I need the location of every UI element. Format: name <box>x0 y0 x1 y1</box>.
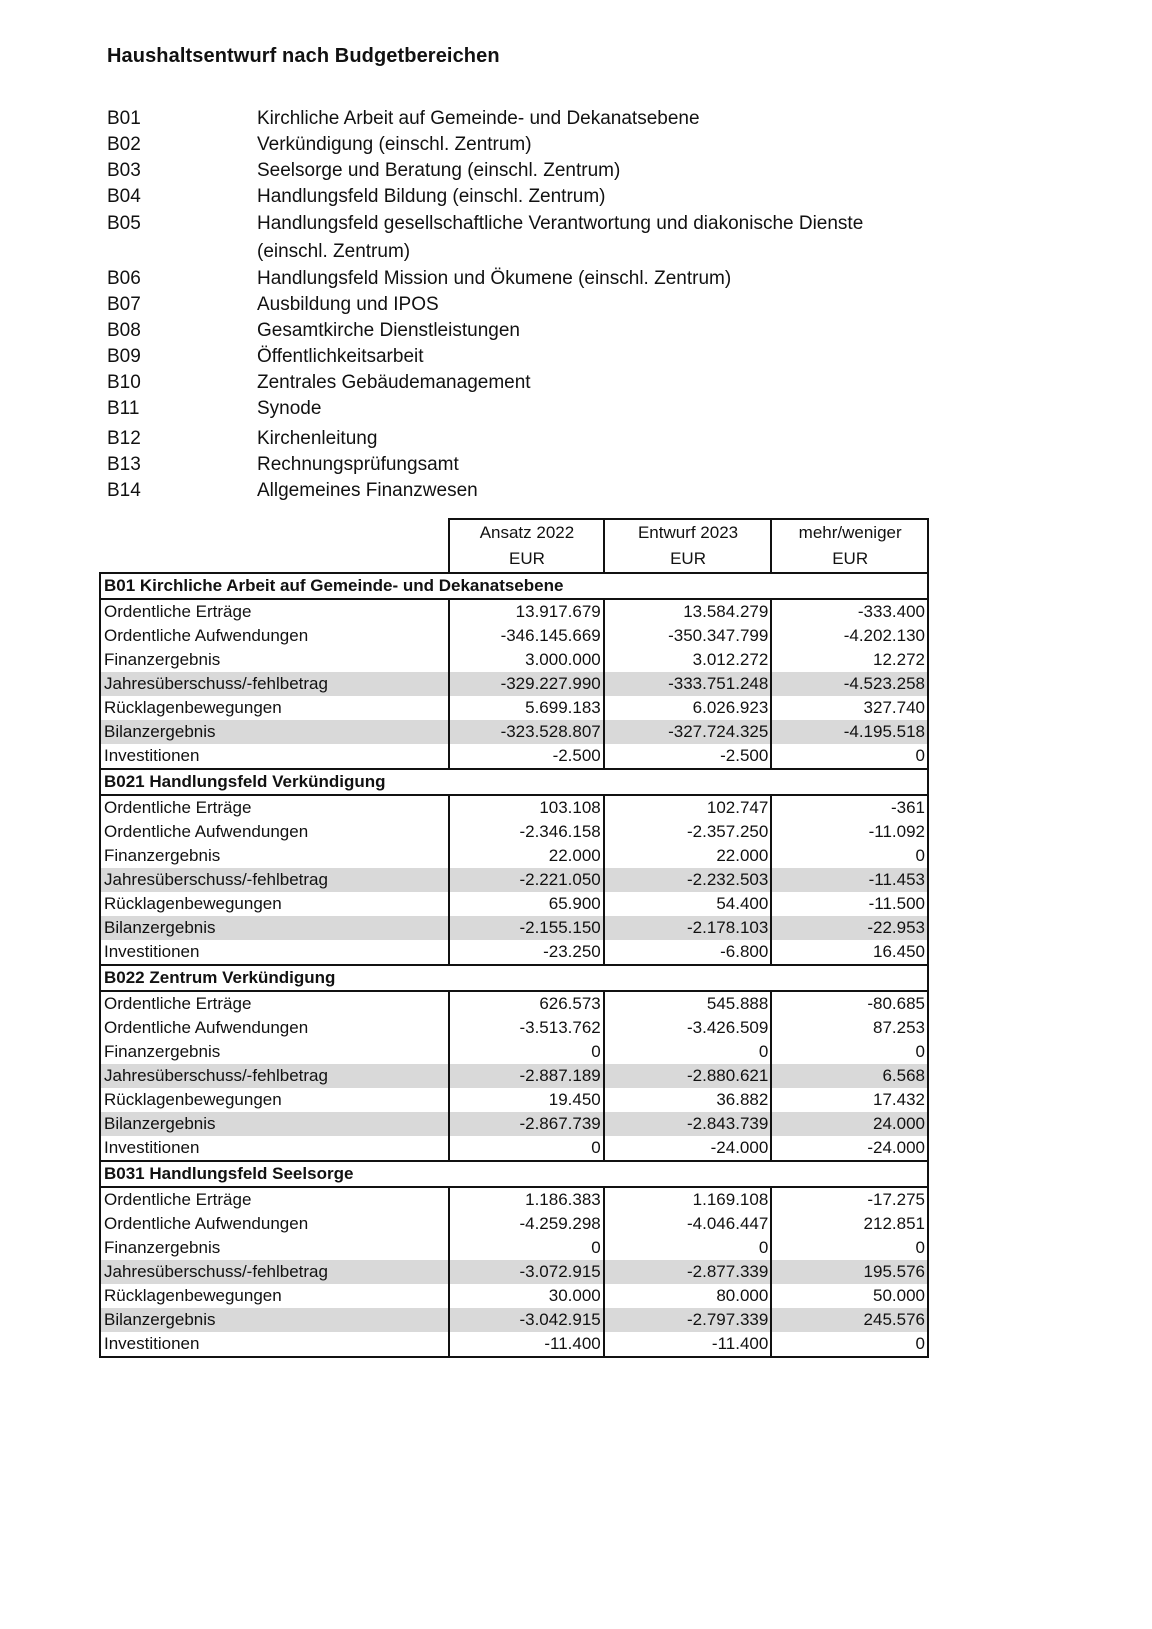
row-label: Ordentliche Aufwendungen <box>100 1212 449 1236</box>
column-header: mehr/weniger <box>771 519 928 546</box>
table-row <box>100 1260 928 1284</box>
value-ansatz-2022: 0 <box>449 1236 604 1260</box>
legend-row-b03 <box>107 158 1007 184</box>
table-row <box>100 820 928 844</box>
value-ansatz-2022: -2.887.189 <box>449 1064 604 1088</box>
value-ansatz-2022: -11.400 <box>449 1332 604 1357</box>
value-entwurf-2023: -2.880.621 <box>604 1064 772 1088</box>
budget-area-legend <box>107 106 1007 504</box>
legend-code: B04 <box>107 186 141 207</box>
table-row <box>100 1332 928 1357</box>
row-label: Rücklagenbewegungen <box>100 696 449 720</box>
legend-row-b02 <box>107 132 1007 158</box>
table-row <box>100 1284 928 1308</box>
section-header-row <box>100 769 928 795</box>
table-row <box>100 1016 928 1040</box>
budget-table-body <box>100 519 928 1357</box>
legend-description-line1: Handlungsfeld gesellschaftliche Verantwortung und diakonische Dienste <box>257 213 864 234</box>
value-entwurf-2023: 22.000 <box>604 844 772 868</box>
table-row <box>100 624 928 648</box>
table-row <box>100 1187 928 1212</box>
value-entwurf-2023: -24.000 <box>604 1136 772 1161</box>
value-mehr-weniger: 6.568 <box>771 1064 928 1088</box>
legend-description: Kirchliche Arbeit auf Gemeinde- und Dekanatsebene <box>257 108 700 129</box>
column-unit: EUR <box>771 546 928 573</box>
value-entwurf-2023: 1.169.108 <box>604 1187 772 1212</box>
value-ansatz-2022: 0 <box>449 1136 604 1161</box>
legend-description: Synode <box>257 398 322 419</box>
value-entwurf-2023: -350.347.799 <box>604 624 772 648</box>
row-label: Bilanzergebnis <box>100 720 449 744</box>
value-ansatz-2022: 103.108 <box>449 795 604 820</box>
table-row <box>100 599 928 624</box>
legend-description-line2: (einschl. Zentrum) <box>257 241 411 262</box>
legend-code: B09 <box>107 346 141 367</box>
row-label: Bilanzergebnis <box>100 1308 449 1332</box>
value-entwurf-2023: 6.026.923 <box>604 696 772 720</box>
header-blank-cell <box>100 546 449 573</box>
row-label: Rücklagenbewegungen <box>100 892 449 916</box>
table-row <box>100 1088 928 1112</box>
row-label: Ordentliche Aufwendungen <box>100 820 449 844</box>
value-mehr-weniger: 0 <box>771 744 928 769</box>
table-row <box>100 1112 928 1136</box>
value-mehr-weniger: -24.000 <box>771 1136 928 1161</box>
row-label: Jahresüberschuss/-fehlbetrag <box>100 672 449 696</box>
legend-row-b08 <box>107 318 1007 344</box>
value-entwurf-2023: -6.800 <box>604 940 772 965</box>
section-header-row <box>100 965 928 991</box>
legend-code: B07 <box>107 294 141 315</box>
value-entwurf-2023: 3.012.272 <box>604 648 772 672</box>
section-title: B01 Kirchliche Arbeit auf Gemeinde- und Dekanatsebene <box>100 573 928 599</box>
value-ansatz-2022: -346.145.669 <box>449 624 604 648</box>
table-row <box>100 648 928 672</box>
section-title: B021 Handlungsfeld Verkündigung <box>100 769 928 795</box>
table-row <box>100 795 928 820</box>
value-ansatz-2022: 65.900 <box>449 892 604 916</box>
column-unit: EUR <box>604 546 772 573</box>
value-ansatz-2022: 5.699.183 <box>449 696 604 720</box>
legend-description: Ausbildung und IPOS <box>257 294 439 315</box>
table-row <box>100 744 928 769</box>
value-ansatz-2022: 13.917.679 <box>449 599 604 624</box>
column-header: Ansatz 2022 <box>449 519 604 546</box>
value-ansatz-2022: -2.155.150 <box>449 916 604 940</box>
value-mehr-weniger: -80.685 <box>771 991 928 1016</box>
value-entwurf-2023: -2.232.503 <box>604 868 772 892</box>
section-header-row <box>100 573 928 599</box>
value-ansatz-2022: -2.221.050 <box>449 868 604 892</box>
legend-code: B10 <box>107 372 141 393</box>
legend-code: B05 <box>107 213 141 234</box>
table-row <box>100 1040 928 1064</box>
legend-row-b13 <box>107 452 1007 478</box>
value-mehr-weniger: 87.253 <box>771 1016 928 1040</box>
legend-row-b05 <box>107 210 1007 266</box>
row-label: Investitionen <box>100 744 449 769</box>
value-mehr-weniger: -333.400 <box>771 599 928 624</box>
value-mehr-weniger: -4.523.258 <box>771 672 928 696</box>
table-row <box>100 1308 928 1332</box>
row-label: Investitionen <box>100 1332 449 1357</box>
row-label: Bilanzergebnis <box>100 916 449 940</box>
value-ansatz-2022: -329.227.990 <box>449 672 604 696</box>
value-entwurf-2023: -4.046.447 <box>604 1212 772 1236</box>
value-mehr-weniger: 195.576 <box>771 1260 928 1284</box>
row-label: Finanzergebnis <box>100 844 449 868</box>
value-mehr-weniger: 0 <box>771 1040 928 1064</box>
legend-description: Öffentlichkeitsarbeit <box>257 346 424 367</box>
value-entwurf-2023: 545.888 <box>604 991 772 1016</box>
value-mehr-weniger: -4.202.130 <box>771 624 928 648</box>
table-row <box>100 892 928 916</box>
value-entwurf-2023: 36.882 <box>604 1088 772 1112</box>
table-row <box>100 1136 928 1161</box>
legend-row-b14 <box>107 478 1007 504</box>
legend-description: Gesamtkirche Dienstleistungen <box>257 320 520 341</box>
row-label: Rücklagenbewegungen <box>100 1088 449 1112</box>
row-label: Finanzergebnis <box>100 648 449 672</box>
legend-row-b10 <box>107 370 1007 396</box>
value-ansatz-2022: -3.513.762 <box>449 1016 604 1040</box>
section-header-row <box>100 1161 928 1187</box>
table-row <box>100 720 928 744</box>
value-entwurf-2023: 102.747 <box>604 795 772 820</box>
value-mehr-weniger: -22.953 <box>771 916 928 940</box>
legend-code: B13 <box>107 454 141 475</box>
legend-description: Rechnungsprüfungsamt <box>257 454 459 475</box>
value-mehr-weniger: -11.500 <box>771 892 928 916</box>
section-title: B022 Zentrum Verkündigung <box>100 965 928 991</box>
table-row <box>100 1212 928 1236</box>
legend-description: Seelsorge und Beratung (einschl. Zentrum) <box>257 160 621 181</box>
legend-row-b07 <box>107 292 1007 318</box>
table-row <box>100 916 928 940</box>
table-row <box>100 940 928 965</box>
value-entwurf-2023: -2.178.103 <box>604 916 772 940</box>
value-mehr-weniger: 0 <box>771 1236 928 1260</box>
value-mehr-weniger: 24.000 <box>771 1112 928 1136</box>
value-entwurf-2023: -2.843.739 <box>604 1112 772 1136</box>
legend-description: Verkündigung (einschl. Zentrum) <box>257 134 532 155</box>
section-title: B031 Handlungsfeld Seelsorge <box>100 1161 928 1187</box>
value-ansatz-2022: 30.000 <box>449 1284 604 1308</box>
value-entwurf-2023: -327.724.325 <box>604 720 772 744</box>
table-row <box>100 696 928 720</box>
value-ansatz-2022: 0 <box>449 1040 604 1064</box>
row-label: Bilanzergebnis <box>100 1112 449 1136</box>
value-mehr-weniger: 12.272 <box>771 648 928 672</box>
table-row <box>100 1064 928 1088</box>
value-mehr-weniger: 0 <box>771 844 928 868</box>
row-label: Investitionen <box>100 1136 449 1161</box>
legend-description: Zentrales Gebäudemanagement <box>257 372 531 393</box>
legend-row-b09 <box>107 344 1007 370</box>
legend-code: B11 <box>107 398 140 419</box>
table-header-row <box>100 519 928 546</box>
row-label: Ordentliche Erträge <box>100 795 449 820</box>
value-ansatz-2022: -2.346.158 <box>449 820 604 844</box>
row-label: Rücklagenbewegungen <box>100 1284 449 1308</box>
value-ansatz-2022: -3.042.915 <box>449 1308 604 1332</box>
value-entwurf-2023: 0 <box>604 1040 772 1064</box>
value-mehr-weniger: -361 <box>771 795 928 820</box>
value-mehr-weniger: 212.851 <box>771 1212 928 1236</box>
legend-row-b12 <box>107 426 1007 452</box>
value-ansatz-2022: -323.528.807 <box>449 720 604 744</box>
value-mehr-weniger: -11.453 <box>771 868 928 892</box>
table-unit-row <box>100 546 928 573</box>
value-entwurf-2023: -2.500 <box>604 744 772 769</box>
value-ansatz-2022: 3.000.000 <box>449 648 604 672</box>
budget-table <box>99 518 929 1358</box>
legend-description <box>257 210 1007 266</box>
value-mehr-weniger: 16.450 <box>771 940 928 965</box>
row-label: Finanzergebnis <box>100 1236 449 1260</box>
value-ansatz-2022: 1.186.383 <box>449 1187 604 1212</box>
value-ansatz-2022: 626.573 <box>449 991 604 1016</box>
table-row <box>100 844 928 868</box>
row-label: Finanzergebnis <box>100 1040 449 1064</box>
value-ansatz-2022: -3.072.915 <box>449 1260 604 1284</box>
column-header: Entwurf 2023 <box>604 519 772 546</box>
value-ansatz-2022: 22.000 <box>449 844 604 868</box>
row-label: Jahresüberschuss/-fehlbetrag <box>100 868 449 892</box>
header-blank-cell <box>100 519 449 546</box>
table-row <box>100 868 928 892</box>
value-entwurf-2023: 80.000 <box>604 1284 772 1308</box>
value-ansatz-2022: 19.450 <box>449 1088 604 1112</box>
legend-code: B14 <box>107 480 141 501</box>
legend-description: Handlungsfeld Mission und Ökumene (einschl. Zentrum) <box>257 268 732 289</box>
legend-description: Kirchenleitung <box>257 428 378 449</box>
legend-code: B02 <box>107 134 141 155</box>
value-entwurf-2023: -2.357.250 <box>604 820 772 844</box>
value-ansatz-2022: -2.867.739 <box>449 1112 604 1136</box>
row-label: Jahresüberschuss/-fehlbetrag <box>100 1260 449 1284</box>
row-label: Investitionen <box>100 940 449 965</box>
value-mehr-weniger: 245.576 <box>771 1308 928 1332</box>
value-entwurf-2023: -11.400 <box>604 1332 772 1357</box>
table-row <box>100 672 928 696</box>
legend-code: B08 <box>107 320 141 341</box>
legend-row-b04 <box>107 184 1007 210</box>
value-entwurf-2023: -333.751.248 <box>604 672 772 696</box>
value-ansatz-2022: -4.259.298 <box>449 1212 604 1236</box>
value-entwurf-2023: 54.400 <box>604 892 772 916</box>
value-mehr-weniger: 50.000 <box>771 1284 928 1308</box>
value-mehr-weniger: -11.092 <box>771 820 928 844</box>
value-ansatz-2022: -23.250 <box>449 940 604 965</box>
table-row <box>100 1236 928 1260</box>
legend-code: B12 <box>107 428 141 449</box>
value-mehr-weniger: 0 <box>771 1332 928 1357</box>
value-entwurf-2023: -3.426.509 <box>604 1016 772 1040</box>
value-entwurf-2023: -2.877.339 <box>604 1260 772 1284</box>
row-label: Ordentliche Erträge <box>100 1187 449 1212</box>
value-mehr-weniger: -4.195.518 <box>771 720 928 744</box>
value-entwurf-2023: 13.584.279 <box>604 599 772 624</box>
legend-code: B06 <box>107 268 141 289</box>
legend-row-b11 <box>107 396 1007 422</box>
legend-row-b01 <box>107 106 1007 132</box>
value-ansatz-2022: -2.500 <box>449 744 604 769</box>
legend-code: B03 <box>107 160 141 181</box>
value-mehr-weniger: 17.432 <box>771 1088 928 1112</box>
column-unit: EUR <box>449 546 604 573</box>
legend-description: Handlungsfeld Bildung (einschl. Zentrum) <box>257 186 606 207</box>
row-label: Ordentliche Erträge <box>100 599 449 624</box>
legend-code: B01 <box>107 108 141 129</box>
value-entwurf-2023: 0 <box>604 1236 772 1260</box>
row-label: Jahresüberschuss/-fehlbetrag <box>100 1064 449 1088</box>
value-mehr-weniger: 327.740 <box>771 696 928 720</box>
row-label: Ordentliche Erträge <box>100 991 449 1016</box>
legend-row-b06 <box>107 266 1007 292</box>
row-label: Ordentliche Aufwendungen <box>100 624 449 648</box>
page-title: Haushaltsentwurf nach Budgetbereichen <box>107 45 500 67</box>
value-entwurf-2023: -2.797.339 <box>604 1308 772 1332</box>
value-mehr-weniger: -17.275 <box>771 1187 928 1212</box>
legend-description: Allgemeines Finanzwesen <box>257 480 478 501</box>
row-label: Ordentliche Aufwendungen <box>100 1016 449 1040</box>
table-row <box>100 991 928 1016</box>
